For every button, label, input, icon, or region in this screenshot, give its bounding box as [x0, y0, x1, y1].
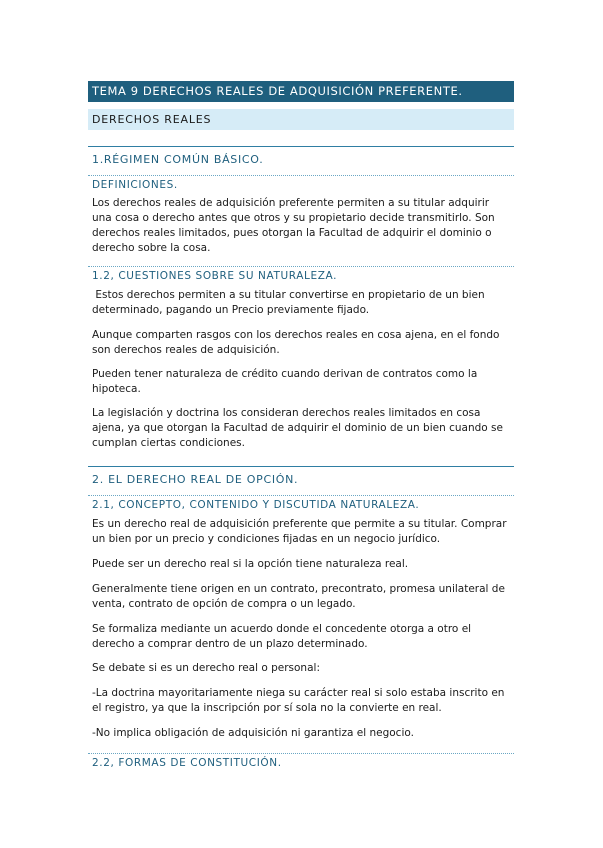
s1-paragraph-1: Estos derechos permiten a su titular convertirse en propietario de un bien determinado, pagando un Precio previamente fijado. — [92, 289, 488, 316]
s2-paragraph-1: Es un derecho real de adquisición preferente que permite a su titular. Comprar un bien por un precio y condiciones fijadas en un negocio jurídico. — [92, 518, 507, 545]
section-2-2-heading: 2.2, FORMAS DE CONSTITUCIÓN. — [88, 753, 514, 769]
s2-paragraph-7: -No implica obligación de adquisición ni garantiza el negocio. — [92, 727, 414, 739]
section-2-heading: 2. EL DERECHO REAL DE OPCIÓN. — [88, 466, 514, 486]
document-title: TEMA 9 DERECHOS REALES DE ADQUISICIÓN PREFERENTE. — [88, 81, 514, 102]
document-subtitle: DERECHOS REALES — [88, 109, 514, 130]
s1-paragraph-3: Pueden tener naturaleza de crédito cuando derivan de contratos como la hipoteca. — [92, 368, 478, 395]
section-1-heading: 1.RÉGIMEN COMÚN BÁSICO. — [88, 146, 514, 166]
s2-paragraph-6: -La doctrina mayoritariamente niega su carácter real si solo estaba inscrito en el registro, ya que la inscripción por sí sola no la convierte en real. — [92, 687, 505, 714]
s2-paragraph-4: Se formaliza mediante un acuerdo donde el concedente otorga a otro el derecho a comprar dentro de un plazo determinado. — [92, 623, 472, 650]
section-1-2-heading: 1.2, CUESTIONES SOBRE SU NATURALEZA. — [88, 266, 514, 282]
s2-paragraph-3: Generalmente tiene origen en un contrato, precontrato, promesa unilateral de venta, contrato de opción de compra o un legado. — [92, 583, 505, 610]
s1-paragraph-2: Aunque comparten rasgos con los derechos reales en cosa ajena, en el fondo son derechos reales de adquisición. — [92, 329, 500, 356]
section-2-1-heading: 2.1, CONCEPTO, CONTENIDO Y DISCUTIDA NATURALEZA. — [88, 495, 514, 511]
definiciones-heading: DEFINICIONES. — [88, 175, 514, 191]
s2-paragraph-2: Puede ser un derecho real si la opción tiene naturaleza real. — [92, 558, 409, 570]
s1-paragraph-4: La legislación y doctrina los consideran derechos reales limitados en cosa ajena, ya que otorgan la Facultad de adquirir el dominio de un bien cuando se cumplan ciertas condiciones. — [92, 407, 503, 449]
definiciones-paragraph: Los derechos reales de adquisición preferente permiten a su titular adquirir una cosa o derecho antes que otros y su propietario decide transmitirlo. Son derechos reales limitados, pues otorgan la Facultad de adquirir el dominio o derecho sobre la cosa. — [92, 197, 495, 254]
s2-paragraph-5: Se debate si es un derecho real o personal: — [92, 662, 320, 674]
